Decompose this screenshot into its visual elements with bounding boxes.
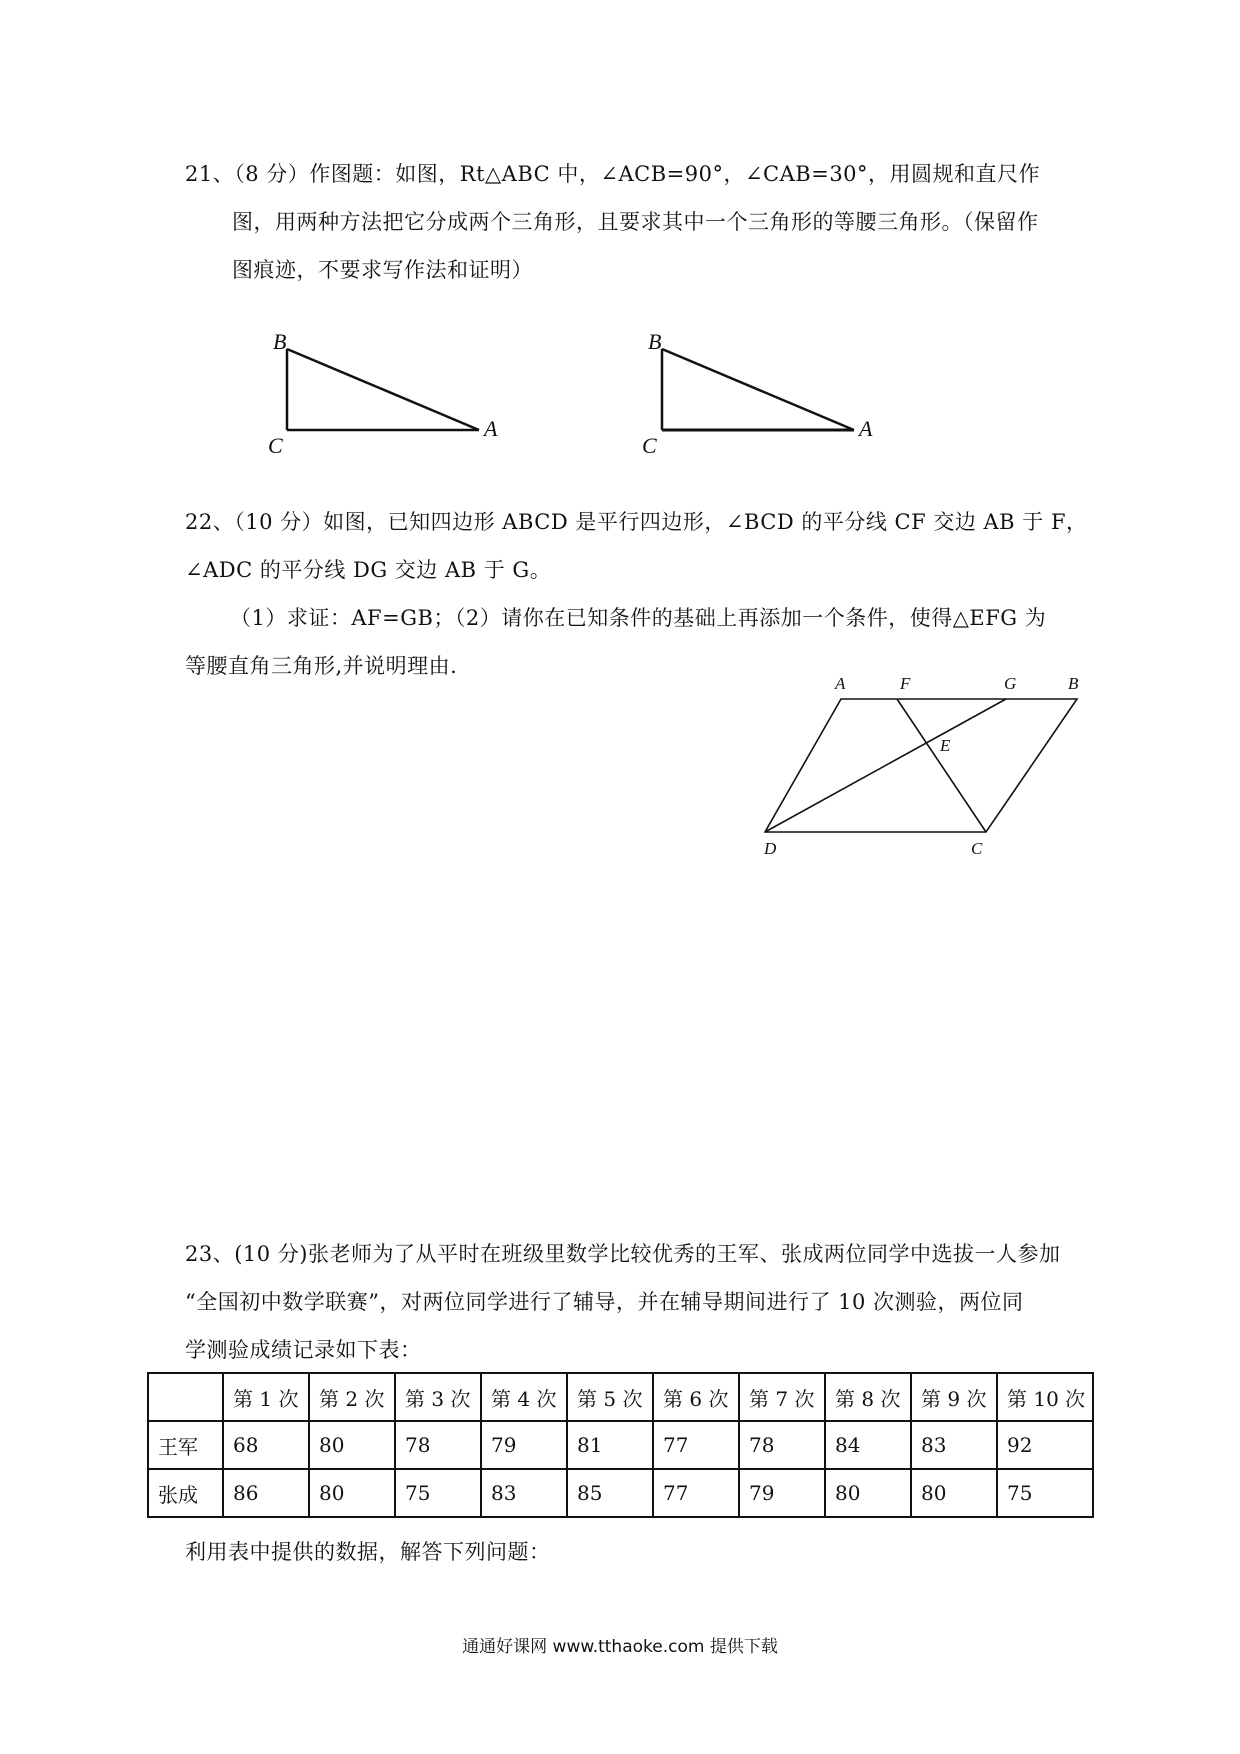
table-cell: 78	[395, 1421, 481, 1469]
table-cell: 80	[309, 1421, 395, 1469]
q22-line-2: ∠ADC 的平分线 DG 交边 AB 于 G。	[185, 558, 552, 582]
q22-label-d: D	[764, 839, 777, 858]
table-header-cell: 第 6 次	[653, 1373, 739, 1421]
q22-label-a: A	[835, 674, 846, 693]
table-header-cell: 第 5 次	[567, 1373, 653, 1421]
table-cell: 81	[567, 1421, 653, 1469]
table-header-cell: 第 10 次	[997, 1373, 1093, 1421]
q21-line-1: 21、（8 分）作图题：如图，Rt△ABC 中，∠ACB=90°，∠CAB=30°，用圆规和直尺作	[185, 162, 1041, 186]
table-cell: 79	[739, 1469, 825, 1517]
table-row	[148, 1421, 1093, 1469]
table-header-cell: 第 4 次	[481, 1373, 567, 1421]
q22-label-c: C	[971, 839, 983, 858]
q22-line-1: 22、（10 分）如图，已知四边形 ABCD 是平行四边形，∠BCD 的平分线 CF 交边 AB 于 F，	[185, 510, 1088, 534]
table-cell: 80	[825, 1469, 911, 1517]
footer-download-note: 通通好课网 www.tthaoke.com 提供下载	[462, 1637, 778, 1657]
q21-fig2-label-a: A	[859, 416, 873, 441]
table-header-cell: 第 3 次	[395, 1373, 481, 1421]
table-cell: 85	[567, 1469, 653, 1517]
q21-fig2-label-b: B	[648, 329, 662, 354]
q22-line-4: 等腰直角三角形,并说明理由.	[185, 654, 458, 678]
table-cell: 83	[481, 1469, 567, 1517]
table-header-cell: 第 7 次	[739, 1373, 825, 1421]
q23-line-1: 23、(10 分)张老师为了从平时在班级里数学比较优秀的王军、张成两位同学中选拔一人参加	[185, 1242, 1061, 1266]
q22-label-b: B	[1068, 674, 1079, 693]
table-cell: 80	[911, 1469, 997, 1517]
table-cell: 79	[481, 1421, 567, 1469]
q23-after-table: 利用表中提供的数据，解答下列问题：	[185, 1540, 551, 1564]
table-cell: 68	[223, 1421, 309, 1469]
table-header-cell: 第 8 次	[825, 1373, 911, 1421]
table-cell: 75	[395, 1469, 481, 1517]
scores-table	[147, 1372, 1094, 1518]
table-header-cell: 第 9 次	[911, 1373, 997, 1421]
table-cell: 77	[653, 1421, 739, 1469]
q22-label-e: E	[940, 736, 951, 755]
table-cell: 84	[825, 1421, 911, 1469]
q22-line-3: （1）求证：AF=GB；（2）请你在已知条件的基础上再添加一个条件，使得△EFG 为	[230, 606, 1047, 630]
table-header-cell	[148, 1373, 223, 1421]
table-cell: 77	[653, 1469, 739, 1517]
table-cell: 86	[223, 1469, 309, 1517]
q21-fig1-label-c: C	[268, 433, 283, 458]
table-row-name: 王军	[148, 1421, 223, 1469]
table-header-row	[148, 1373, 1093, 1421]
q23-line-2: “全国初中数学联赛”，对两位同学进行了辅导，并在辅导期间进行了 10 次测验，两位同	[185, 1290, 1024, 1314]
table-cell: 78	[739, 1421, 825, 1469]
table-cell: 75	[997, 1469, 1093, 1517]
q22-parallelogram-figure	[750, 690, 1070, 850]
table-cell: 83	[911, 1421, 997, 1469]
q21-fig2-label-c: C	[642, 433, 657, 458]
q23-line-3: 学测验成绩记录如下表：	[185, 1338, 422, 1362]
q21-fig1-label-a: A	[484, 416, 498, 441]
table-cell: 80	[309, 1469, 395, 1517]
q21-line-3: 图痕迹，不要求写作法和证明）	[232, 258, 533, 282]
q22-label-g: G	[1004, 674, 1017, 693]
table-row-name: 张成	[148, 1469, 223, 1517]
table-header-cell: 第 2 次	[309, 1373, 395, 1421]
table-header-cell: 第 1 次	[223, 1373, 309, 1421]
table-cell: 92	[997, 1421, 1093, 1469]
q21-fig1-label-b: B	[273, 329, 287, 354]
q22-label-f: F	[900, 674, 911, 693]
q21-line-2: 图，用两种方法把它分成两个三角形，且要求其中一个三角形的等腰三角形。（保留作	[232, 210, 1039, 234]
table-row	[148, 1469, 1093, 1517]
